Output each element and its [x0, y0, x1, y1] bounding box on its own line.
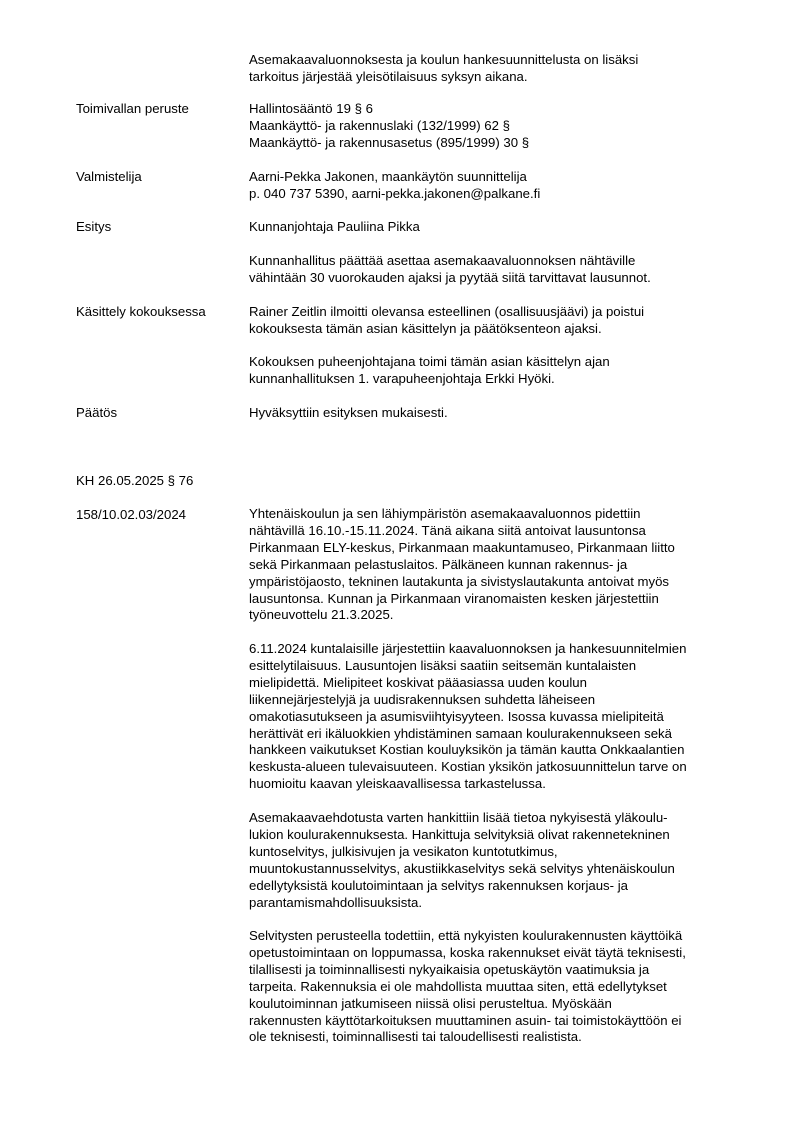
- paragraph-line: liikennejärjestelyjä ja uudisrakennuksen suhdetta läheiseen: [249, 691, 596, 707]
- paragraph-line: nähtävillä 16.10.-15.11.2024. Tänä aikana siitä antoivat lausuntonsa: [249, 522, 646, 538]
- section-body-preparer: [249, 169, 749, 203]
- section-line: Hyväksyttiin esityksen mukaisesti.: [249, 405, 448, 420]
- paragraph-line: tilallisesti ja toiminnallisesti nykyaikaisia opetuskäytön vaatimuksia ja: [249, 961, 650, 977]
- section-line: Kunnanjohtaja Pauliina Pikka: [249, 219, 420, 234]
- paragraph-line: omakotiasutukseen ja asumisviihtyisyyteen. Isossa kuvassa mielipiteitä: [249, 708, 664, 724]
- section-label-decision: Päätös: [76, 405, 118, 420]
- section-line: kokouksesta tämän asian käsittelyn ja päätöksenteon ajaksi.: [249, 320, 602, 336]
- paragraph-line: kuntoselvitys, julkisivujen ja vesikaton kuntotutkimus,: [249, 843, 558, 859]
- section-label-preparer: Valmistelija: [76, 169, 142, 184]
- reference-line: 158/10.02.03/2024: [76, 506, 187, 522]
- paragraph-line: Pirkanmaan ELY-keskus, Pirkanmaan maakuntamuseo, Pirkanmaan liitto: [249, 539, 675, 555]
- paragraph-line: lukion koulurakennuksesta. Hankittuja selvityksiä olivat rakennetekninen: [249, 826, 670, 842]
- paragraph-line: ole teknisesti, toiminnallisesti tai taloudellisesti realistista.: [249, 1029, 582, 1045]
- section-line: Rainer Zeitlin ilmoitti olevansa esteellinen (osallisuusjäävi) ja poistui: [249, 304, 645, 319]
- paragraph-line: opetustoimintaan on loppumassa, koska rakennukset eivät täytä teknisesti,: [249, 944, 686, 960]
- paragraph-line: tarpeita. Rakennuksia ei ole mahdollista muuttaa siten, että edellytykset: [249, 978, 667, 994]
- section-line: Maankäyttö- ja rakennuslaki (132/1999) 62 §: [249, 117, 510, 133]
- intro-line: Asemakaavaluonnoksesta ja koulun hankesuunnittelusta on lisäksi: [249, 52, 639, 67]
- paragraph-line: herättivät eri ikäluokkien yhdistäminen samaan koulurakennukseen sekä: [249, 725, 672, 741]
- section-line: Kokouksen puheenjohtajana toimi tämän asian käsittelyn ajan: [249, 354, 610, 369]
- paragraph-line: hankkeen vaikutukset Kostian kouluyksikön ja tämän kautta Onkkaalantien: [249, 742, 685, 758]
- paragraph-line: lausuntonsa. Kunnan ja Pirkanmaan viranomaisten kesken järjestettiin: [249, 590, 659, 606]
- paragraph: [249, 641, 749, 793]
- section-body-meeting-chair: [249, 354, 749, 388]
- paragraph-line: työneuvottelu 21.3.2025.: [249, 607, 394, 623]
- paragraph-line: muuntokustannusselvitys, akustiikkaselvitys sekä selvitys yhtenäiskoulun: [249, 860, 675, 876]
- paragraph-line: koulutoiminnan jatkumiseen niissä olisi perusteltua. Myöskään: [249, 995, 612, 1011]
- paragraph-line: mielipidettä. Mielipiteet koskivat pääasiassa uuden koulun: [249, 674, 587, 690]
- section-line: kunnanhallituksen 1. varapuheenjohtaja Erkki Hyöki.: [249, 370, 555, 386]
- section-body-proposal-text: [249, 253, 749, 287]
- section-label-authority: Toimivallan peruste: [76, 101, 189, 116]
- intro-paragraph: [249, 52, 749, 86]
- paragraph-line: edellytyksistä koulutoimintaan ja selvitys rakennuksen korjaus- ja: [249, 877, 628, 893]
- section-body-authority: [249, 101, 749, 152]
- paragraph-line: parantamismahdollisuuksista.: [249, 894, 422, 910]
- section-line: Hallintosääntö 19 § 6: [249, 101, 373, 116]
- section-label-proposal: Esitys: [76, 219, 112, 234]
- paragraph-line: sekä Pirkanmaan pelastuslaitos. Pälkäneen kunnan rakennus- ja: [249, 556, 628, 572]
- paragraph-line: esittelytilaisuus. Lausuntojen lisäksi saatiin seitsemän kuntalaisten: [249, 657, 637, 673]
- section-body-decision: [249, 405, 749, 422]
- section-line: Kunnanhallitus päättää asettaa asemakaavaluonnoksen nähtäville: [249, 253, 636, 268]
- section-label-meeting-handling: Käsittely kokouksessa: [76, 304, 206, 319]
- paragraph-line: Yhtenäiskoulun ja sen lähiympäristön asemakaavaluonnos pidettiin: [249, 506, 641, 521]
- reference-line: KH 26.05.2025 § 76: [76, 472, 194, 488]
- paragraph-line: rakennusten käyttötarkoituksen muuttaminen asuin- tai toimistokäyttöön ei: [249, 1012, 682, 1028]
- paragraph-line: keskusta-alueen tulevaisuuteen. Kostian yksikön jatkosuunnittelun tarve on: [249, 759, 687, 775]
- section-line: vähintään 30 vuorokauden ajaksi ja pyytää siitä tarvittavat lausunnot.: [249, 269, 651, 285]
- paragraph: [249, 506, 749, 624]
- section-line: Maankäyttö- ja rakennusasetus (895/1999) 30 §: [249, 134, 530, 150]
- section-body-proposal-presenter: [249, 219, 749, 236]
- paragraph: [249, 928, 749, 1046]
- intro-line: tarkoitus järjestää yleisötilaisuus syksyn aikana.: [249, 68, 528, 84]
- section-line: Aarni-Pekka Jakonen, maankäytön suunnittelija: [249, 169, 527, 184]
- paragraph-line: 6.11.2024 kuntalaisille järjestettiin kaavaluonnoksen ja hankesuunnitelmien: [249, 641, 687, 656]
- paragraph-line: Asemakaavaehdotusta varten hankittiin lisää tietoa nykyisestä yläkoulu-: [249, 810, 668, 825]
- paragraph-line: Selvitysten perusteella todettiin, että nykyisten koulurakennusten käyttöikä: [249, 928, 683, 943]
- paragraph-line: huomioitu kaavan yleiskaavallisessa tarkastelussa.: [249, 776, 546, 792]
- paragraph: [249, 810, 749, 911]
- section-line: p. 040 737 5390, aarni-pekka.jakonen@palkane.fi: [249, 185, 541, 201]
- section-body-meeting-handling: [249, 304, 749, 338]
- paragraph-line: ympäristöjaosto, tekninen lautakunta ja sivistyslautakunta antoivat myös: [249, 573, 670, 589]
- meeting-reference: [76, 456, 244, 541]
